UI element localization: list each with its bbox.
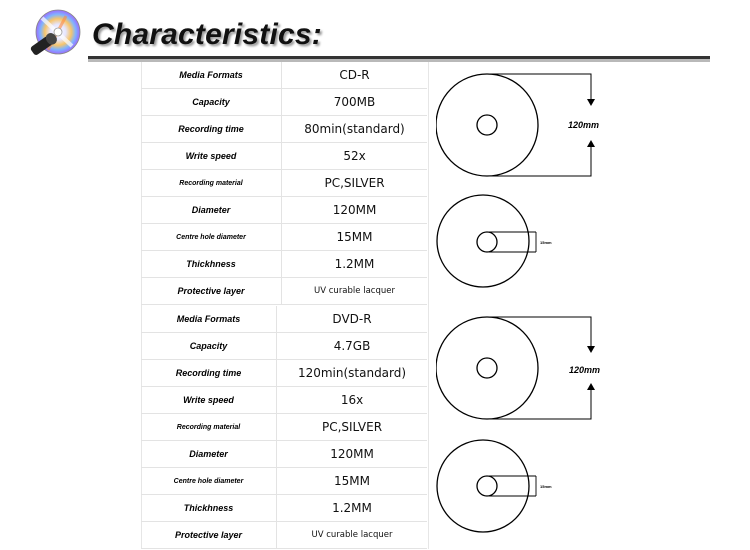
spec-label: Write speed [141,143,282,170]
spec-value: UV curable lacquer [282,278,428,305]
spec-value: 120min(standard) [277,360,428,387]
spec-label: Centre hole diameter [141,468,277,495]
table-row [141,116,427,143]
spec-value: 52x [282,143,428,170]
table-row [141,197,427,224]
table-row [141,62,427,89]
spec-label: Diameter [141,441,277,468]
cdr-diameter-diagram [436,70,636,190]
spec-label: Protective layer [141,522,277,549]
diameter-label: 120mm [569,365,601,375]
table-row [141,224,427,251]
table-row [141,495,427,522]
table-row [141,278,427,305]
disc-hole [477,115,497,135]
spec-label: Capacity [141,333,277,360]
table-row [141,251,427,278]
disc-hole [477,232,497,252]
spec-value: 120MM [282,197,428,224]
spec-value: 120MM [277,441,428,468]
spec-label: Recording material [141,170,282,197]
table-row [141,414,427,441]
cdr-hole-diagram [436,192,576,292]
spec-label: Diameter [141,197,282,224]
spec-label: Protective layer [141,278,282,305]
table-row [141,333,427,360]
spec-value: PC,SILVER [277,414,428,441]
disc-hole [477,358,497,378]
table-row [141,170,427,197]
dvdr-diameter-diagram [436,315,636,435]
hole-label: 15mm [540,484,552,489]
spec-label: Thickhness [141,495,277,522]
spec-label: Write speed [141,387,277,414]
spec-label: Capacity [141,89,282,116]
spec-label: Recording time [141,360,277,387]
spec-value: 1.2MM [277,495,428,522]
disc-hole [477,476,497,496]
table-row [141,89,427,116]
spec-value: 16x [277,387,428,414]
spec-value: 15MM [277,468,428,495]
spec-value: 4.7GB [277,333,428,360]
spec-value: UV curable lacquer [277,522,428,549]
table-row [141,441,427,468]
table-row [141,360,427,387]
spec-label: Centre hole diameter [141,224,282,251]
disc-microphone-icon [28,8,84,62]
spec-value: 700MB [282,89,428,116]
cdr-spec-table [141,62,427,305]
spec-value: 1.2MM [282,251,428,278]
spec-label: Thickhness [141,251,282,278]
table-row [141,387,427,414]
table-row [141,306,427,333]
diameter-label: 120mm [568,120,600,130]
spec-value: CD-R [282,62,428,89]
dvdr-spec-table [141,306,427,549]
arrow-up-icon [587,383,595,390]
dvdr-hole-diagram [436,437,576,537]
arrow-down-icon [587,99,595,106]
spec-value: PC,SILVER [282,170,428,197]
spec-label: Recording material [141,414,277,441]
spec-label: Recording time [141,116,282,143]
spec-value: 15MM [282,224,428,251]
page-title: Characteristics: [92,18,322,51]
table-row [141,143,427,170]
arrow-up-icon [587,140,595,147]
hole-label: 15mm [540,240,552,245]
arrow-down-icon [587,346,595,353]
table-row [141,468,427,495]
table-row [141,522,427,549]
spec-label: Media Formats [141,62,282,89]
spec-value: 80min(standard) [282,116,428,143]
header [0,0,750,70]
spec-label: Media Formats [141,306,277,333]
spec-value: DVD-R [277,306,428,333]
